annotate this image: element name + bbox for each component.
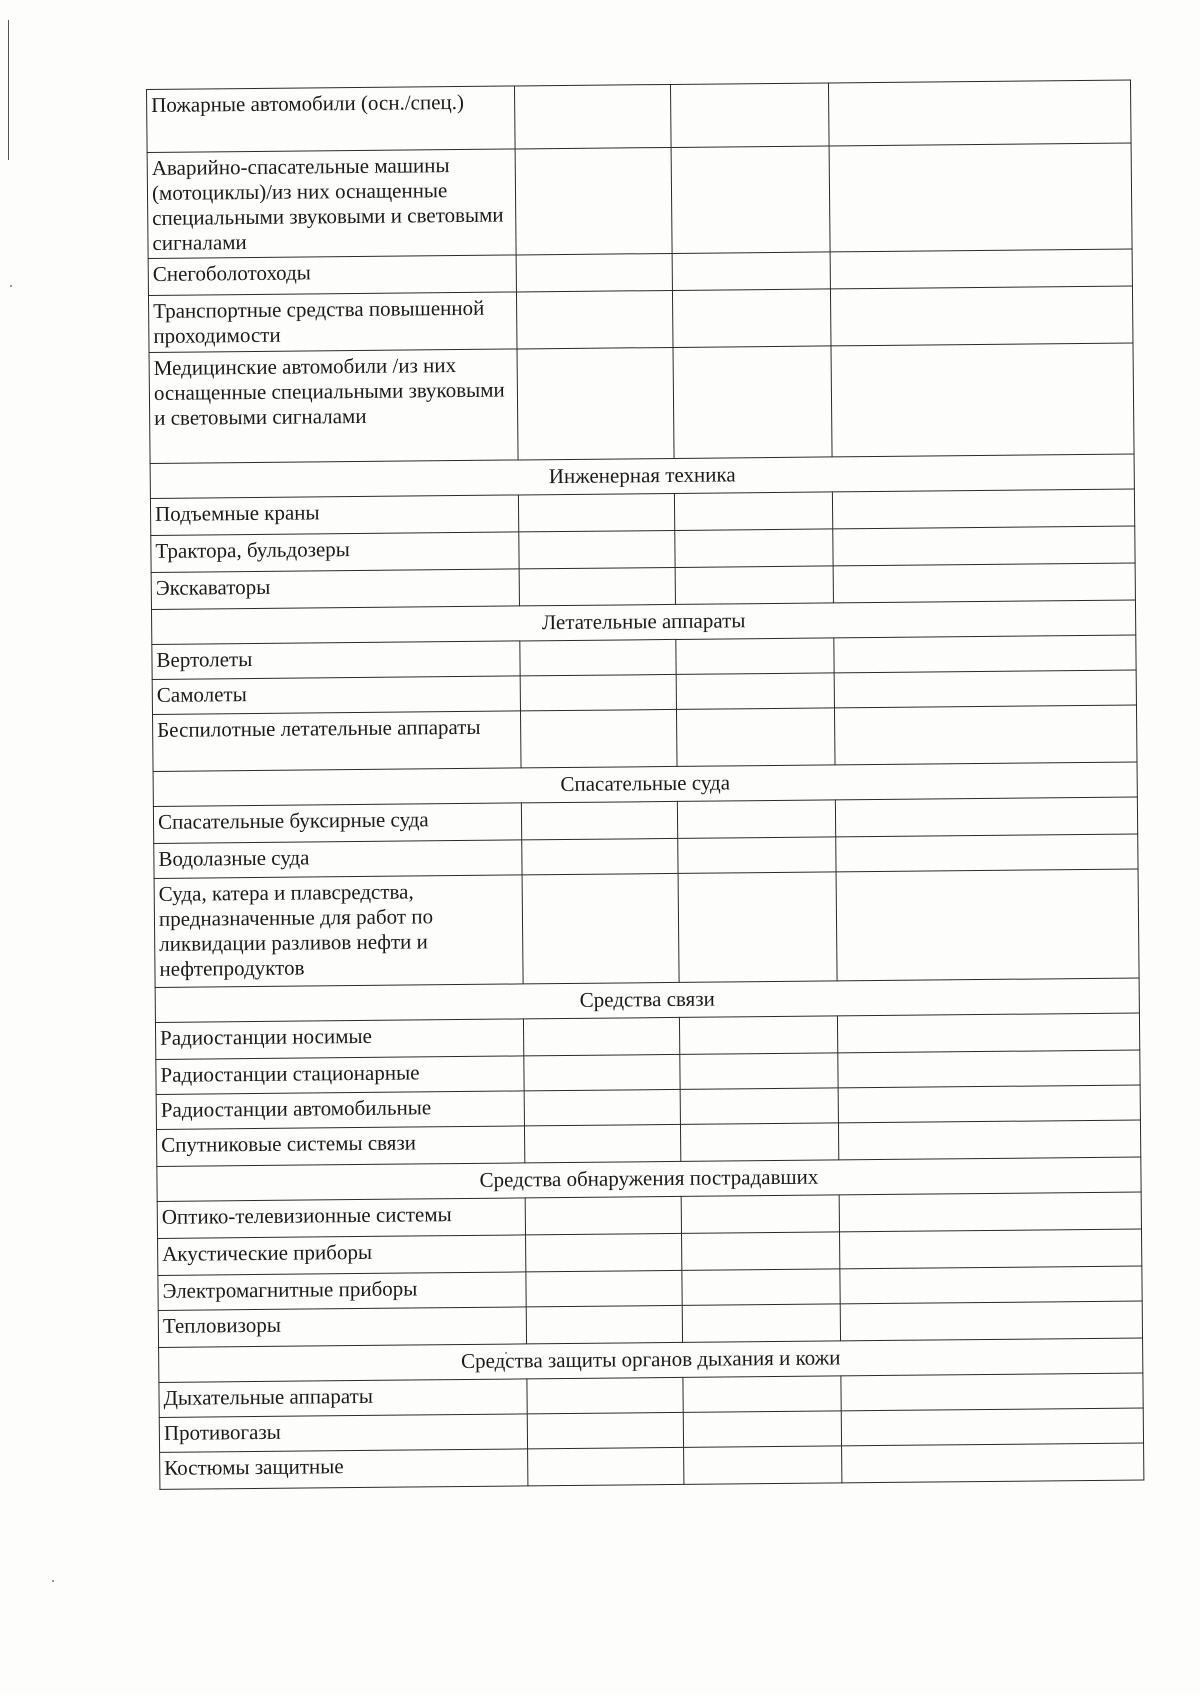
empty-value-cell[interactable] [518, 493, 674, 531]
empty-value-cell[interactable] [833, 563, 1135, 603]
empty-value-cell[interactable] [516, 253, 672, 291]
empty-value-cell[interactable] [842, 1443, 1144, 1483]
empty-value-cell[interactable] [834, 670, 1136, 708]
empty-value-cell[interactable] [522, 838, 678, 874]
empty-value-cell[interactable] [834, 705, 1137, 765]
empty-value-cell[interactable] [525, 1196, 681, 1234]
empty-value-cell[interactable] [520, 709, 677, 767]
table-row [149, 343, 1134, 463]
equipment-table-body [147, 80, 1144, 1489]
equipment-table [146, 80, 1144, 1490]
empty-value-cell[interactable] [526, 1305, 682, 1343]
empty-value-cell[interactable] [676, 708, 835, 767]
item-label: Спасательные буксирные суда [153, 803, 521, 844]
section-title: Спасательные суда [153, 762, 1137, 806]
section-title: Средства обнаружения пострадавших [157, 1157, 1141, 1201]
item-label: Водолазные суда [154, 840, 522, 879]
empty-value-cell[interactable] [680, 1123, 838, 1162]
empty-value-cell[interactable] [673, 346, 832, 459]
empty-value-cell[interactable] [672, 289, 831, 348]
empty-value-cell[interactable] [840, 1266, 1142, 1304]
empty-value-cell[interactable] [671, 146, 830, 254]
empty-value-cell[interactable] [676, 673, 834, 710]
empty-value-cell[interactable] [683, 1376, 841, 1413]
empty-value-cell[interactable] [683, 1411, 841, 1448]
empty-value-cell[interactable] [519, 567, 675, 605]
item-label: Пожарные автомобили (осн./спец.) [147, 86, 516, 153]
empty-value-cell[interactable] [680, 1053, 838, 1090]
section-title: Средства связи [155, 978, 1139, 1022]
empty-value-cell[interactable] [524, 1124, 680, 1162]
item-label: Костюмы защитные [160, 1449, 528, 1490]
empty-value-cell[interactable] [515, 147, 672, 254]
empty-value-cell[interactable] [830, 249, 1132, 289]
empty-value-cell[interactable] [527, 1412, 683, 1448]
empty-value-cell[interactable] [841, 1408, 1143, 1446]
empty-value-cell[interactable] [831, 343, 1134, 457]
empty-value-cell[interactable] [839, 1192, 1141, 1232]
empty-value-cell[interactable] [670, 83, 829, 148]
empty-value-cell[interactable] [833, 526, 1135, 566]
empty-value-cell[interactable] [682, 1304, 840, 1343]
empty-value-cell[interactable] [675, 566, 833, 605]
equipment-table-wrapper [146, 80, 1143, 1490]
empty-value-cell[interactable] [836, 869, 1139, 981]
empty-value-cell[interactable] [519, 530, 675, 568]
item-label: Радиостанции стационарные [156, 1056, 524, 1095]
empty-value-cell[interactable] [836, 834, 1138, 872]
table-row [154, 869, 1139, 987]
item-label: Спутниковые системы связи [156, 1126, 524, 1167]
empty-value-cell[interactable] [676, 638, 834, 675]
empty-value-cell[interactable] [684, 1446, 842, 1485]
table-row [147, 143, 1132, 258]
item-label: Противогазы [159, 1414, 527, 1453]
empty-value-cell[interactable] [681, 1195, 839, 1234]
empty-value-cell[interactable] [677, 800, 835, 839]
empty-value-cell[interactable] [682, 1232, 840, 1271]
empty-value-cell[interactable] [841, 1373, 1143, 1411]
item-label: Радиостанции автомобильные [156, 1091, 524, 1130]
item-label: Транспортные средства повышенной проходимости [148, 292, 517, 353]
empty-value-cell[interactable] [514, 84, 671, 148]
empty-value-cell[interactable] [840, 1301, 1142, 1341]
empty-value-cell[interactable] [679, 1016, 837, 1055]
empty-value-cell[interactable] [680, 1088, 838, 1125]
empty-value-cell[interactable] [838, 1120, 1140, 1160]
section-title: Инженерная техника [150, 454, 1134, 498]
table-row [153, 705, 1138, 771]
empty-value-cell[interactable] [521, 801, 677, 839]
item-label: Электромагнитные приборы [158, 1272, 526, 1311]
empty-value-cell[interactable] [526, 1233, 682, 1271]
item-label: Аварийно-спасательные машины (мотоциклы)/из них оснащенные специальными звуковыми и световыми сигналами [147, 149, 516, 259]
empty-value-cell[interactable] [678, 837, 836, 874]
item-label: Подъемные краны [150, 495, 518, 536]
empty-value-cell[interactable] [838, 1050, 1140, 1088]
empty-value-cell[interactable] [835, 797, 1137, 837]
empty-value-cell[interactable] [832, 489, 1134, 529]
table-row [148, 286, 1133, 352]
empty-value-cell[interactable] [682, 1269, 840, 1306]
item-label: Оптико-телевизионные системы [157, 1198, 525, 1239]
empty-value-cell[interactable] [674, 492, 832, 531]
empty-value-cell[interactable] [526, 1270, 682, 1306]
empty-value-cell[interactable] [838, 1085, 1140, 1123]
item-label: Вертолеты [152, 641, 520, 680]
empty-value-cell[interactable] [678, 872, 837, 983]
item-label: Медицинские автомобили /из них оснащенные специальными звуковыми и световыми сигналами [149, 349, 518, 464]
empty-value-cell[interactable] [516, 290, 673, 348]
scan-speck [10, 285, 12, 287]
empty-value-cell[interactable] [840, 1229, 1142, 1269]
scan-margin-mark [8, 20, 9, 160]
section-title: Средства защиты органов дыхания и кожи [159, 1338, 1143, 1382]
empty-value-cell[interactable] [520, 639, 676, 675]
item-label: Радиостанции носимые [155, 1019, 523, 1060]
empty-value-cell[interactable] [520, 674, 676, 710]
section-title: Летательные аппараты [151, 600, 1135, 644]
empty-value-cell[interactable] [528, 1447, 684, 1485]
empty-value-cell[interactable] [837, 1013, 1139, 1053]
empty-value-cell[interactable] [828, 80, 1131, 146]
empty-value-cell[interactable] [672, 252, 830, 291]
empty-value-cell[interactable] [522, 873, 679, 983]
item-label: Дыхательные аппараты [159, 1379, 527, 1418]
empty-value-cell[interactable] [524, 1054, 680, 1090]
empty-value-cell[interactable] [517, 347, 674, 459]
item-label: Самолеты [152, 676, 520, 715]
item-label: Трактора, бульдозеры [151, 532, 519, 573]
empty-value-cell[interactable] [830, 286, 1133, 346]
empty-value-cell[interactable] [524, 1089, 680, 1125]
item-label: Тепловизоры [158, 1307, 526, 1348]
empty-value-cell[interactable] [834, 635, 1136, 673]
empty-value-cell[interactable] [523, 1017, 679, 1055]
item-label: Суда, катера и плавсредства, предназначенные для работ по ликвидации разливов нефти и нефтепродуктов [154, 875, 523, 988]
item-label: Снегоболотоходы [148, 255, 516, 296]
empty-value-cell[interactable] [527, 1377, 683, 1413]
item-label: Акустические приборы [158, 1235, 526, 1276]
item-label: Беспилотные летательные аппараты [153, 711, 522, 772]
item-label: Экскаваторы [151, 569, 519, 610]
empty-value-cell[interactable] [829, 143, 1132, 252]
scan-speck [52, 1580, 54, 1582]
table-row [147, 80, 1132, 152]
empty-value-cell[interactable] [675, 529, 833, 568]
